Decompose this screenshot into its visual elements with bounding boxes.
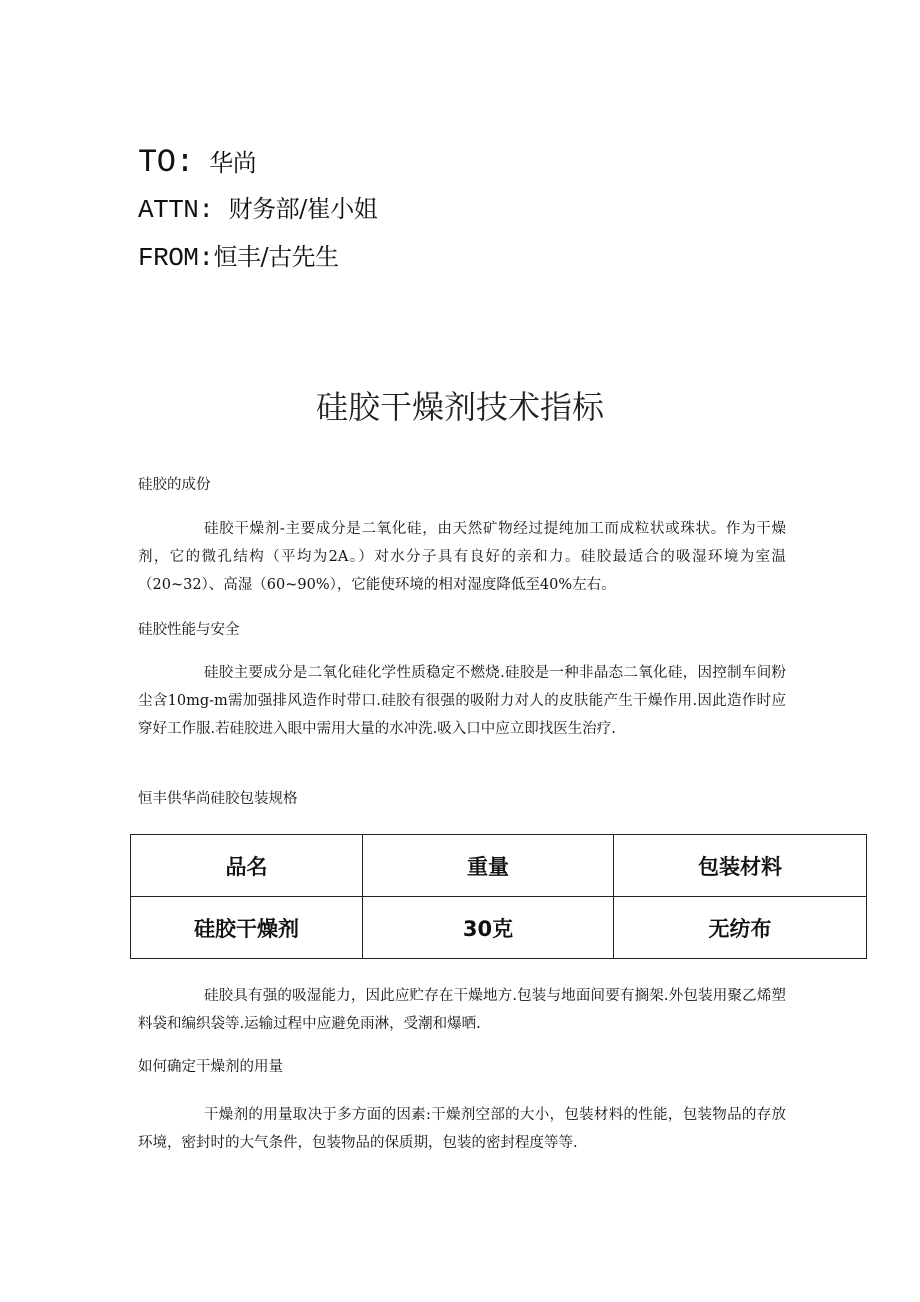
table-row xyxy=(131,897,867,959)
safety-paragraph: 硅胶主要成分是二氧化硅化学性质稳定不燃烧.硅胶是一种非晶态二氧化硅，因控制车间粉尘含10mg-m需加强排风造作时带口.硅胶有很强的吸附力对人的皮肤能产生干燥作用.因此造作时应穿好工作服.若硅胶进入眼中需用大量的水冲洗.吸入口中应立即找医生治疗. xyxy=(138,665,786,737)
storage-paragraph: 硅胶具有强的吸湿能力，因此应贮存在干燥地方.包装与地面间要有搁架.外包装用聚乙烯塑料袋和编织袋等.运输过程中应避免雨淋，受潮和爆晒. xyxy=(138,988,786,1032)
attn-line xyxy=(138,194,377,225)
safety-heading: 硅胶性能与安全 xyxy=(138,622,240,638)
table-header-row xyxy=(131,835,867,897)
to-line xyxy=(138,144,257,181)
attn-label: ATTN: xyxy=(138,195,214,225)
table-header-cell: 包装材料 xyxy=(614,835,867,897)
table-cell-product: 硅胶干燥剂 xyxy=(131,897,363,959)
from-label: FROM: xyxy=(138,243,214,273)
composition-heading: 硅胶的成份 xyxy=(138,477,211,493)
packaging-heading: 恒丰供华尚硅胶包装规格 xyxy=(138,791,298,807)
table-cell-material: 无纺布 xyxy=(614,897,867,959)
attn-recipient: 财务部/崔小姐 xyxy=(228,195,378,223)
document-title: 硅胶干燥剂技术指标 xyxy=(315,388,604,426)
from-line xyxy=(138,242,339,273)
packaging-spec-table xyxy=(130,834,867,959)
usage-paragraph: 干燥剂的用量取决于多方面的因素:干燥剂空部的大小，包装材料的性能，包装物品的存放环境，密封时的大气条件，包装物品的保质期，包装的密封程度等等. xyxy=(138,1107,786,1151)
usage-heading: 如何确定干燥剂的用量 xyxy=(138,1059,283,1075)
from-sender: 恒丰/古先生 xyxy=(213,243,339,271)
to-label: TO: xyxy=(138,144,195,181)
table-header-cell: 品名 xyxy=(131,835,363,897)
table-header-cell: 重量 xyxy=(363,835,614,897)
composition-paragraph: 硅胶干燥剂-主要成分是二氧化硅，由天然矿物经过提纯加工而成粒状或珠状。作为干燥剂，它的微孔结构（平均为2A。）对水分子具有良好的亲和力。硅胶最适合的吸湿环境为室温（20~32）、高湿（60~90%），它能使环境的相对湿度降低至40%左右。 xyxy=(138,521,786,593)
to-recipient: 华尚 xyxy=(209,149,257,177)
table-cell-weight: 30克 xyxy=(363,897,614,959)
